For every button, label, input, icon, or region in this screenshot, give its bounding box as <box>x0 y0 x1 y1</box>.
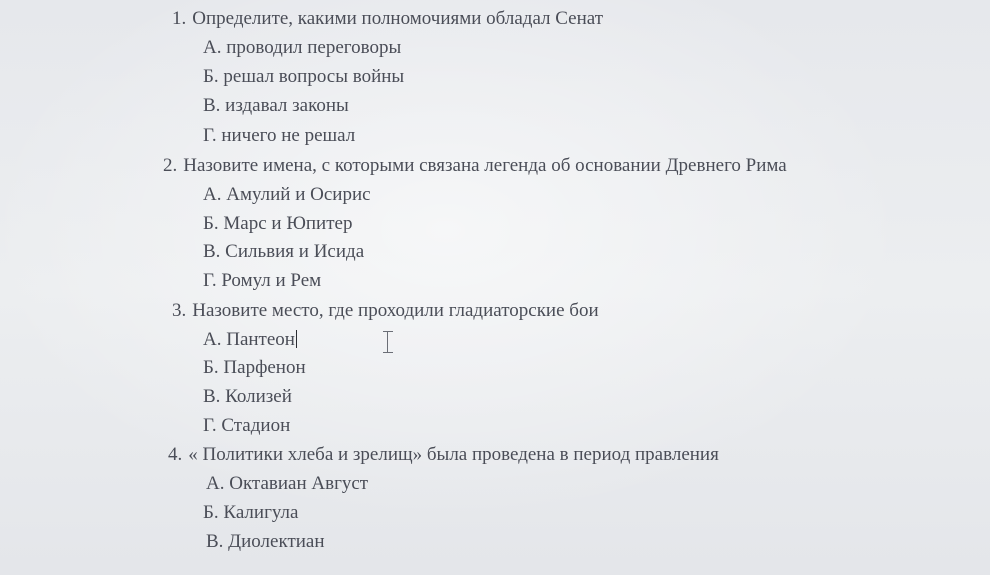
question-1-option-b: Б. решал вопросы войны <box>203 66 405 87</box>
question-2-option-a: А. Амулий и Осирис <box>203 184 371 205</box>
question-2-option-c: В. Сильвия и Исида <box>203 241 365 262</box>
text-cursor-icon <box>382 331 394 353</box>
question-2-text: Назовите имена, с которыми связана легенда об основании Древнего Рима <box>183 155 787 176</box>
question-1-option-a: А. проводил переговоры <box>203 37 402 58</box>
text-caret <box>296 330 297 348</box>
question-4-option-c: В. Диолектиан <box>206 531 325 552</box>
question-1-text: Определите, какими полномочиями обладал Сенат <box>192 8 604 29</box>
question-3-option-a <box>203 330 297 349</box>
question-1 <box>172 9 603 28</box>
question-3-option-d: Г. Стадион <box>203 415 291 436</box>
question-3-number: 3. <box>172 300 187 321</box>
question-4-text: « Политики хлеба и зрелищ» была проведена в период правления <box>188 444 719 465</box>
question-1-number: 1. <box>172 8 187 29</box>
question-3-option-b: Б. Парфенон <box>203 357 306 378</box>
question-2-option-d: Г. Ромул и Рем <box>203 270 322 291</box>
question-2 <box>163 156 787 175</box>
question-4 <box>168 445 719 464</box>
question-1-option-c: В. издавал законы <box>203 95 349 116</box>
question-1-option-d: Г. ничего не решал <box>203 125 356 146</box>
question-2-number: 2. <box>163 155 178 176</box>
question-3-option-a-text: А. Пантеон <box>203 329 295 350</box>
question-3-option-c: В. Колизей <box>203 386 292 407</box>
question-2-option-b: Б. Марс и Юпитер <box>203 213 353 234</box>
question-3 <box>172 301 599 320</box>
question-4-number: 4. <box>168 444 183 465</box>
question-4-option-b: Б. Калигула <box>203 502 299 523</box>
question-4-option-a: А. Октавиан Август <box>206 473 369 494</box>
question-3-text: Назовите место, где проходили гладиаторские бои <box>192 300 599 321</box>
